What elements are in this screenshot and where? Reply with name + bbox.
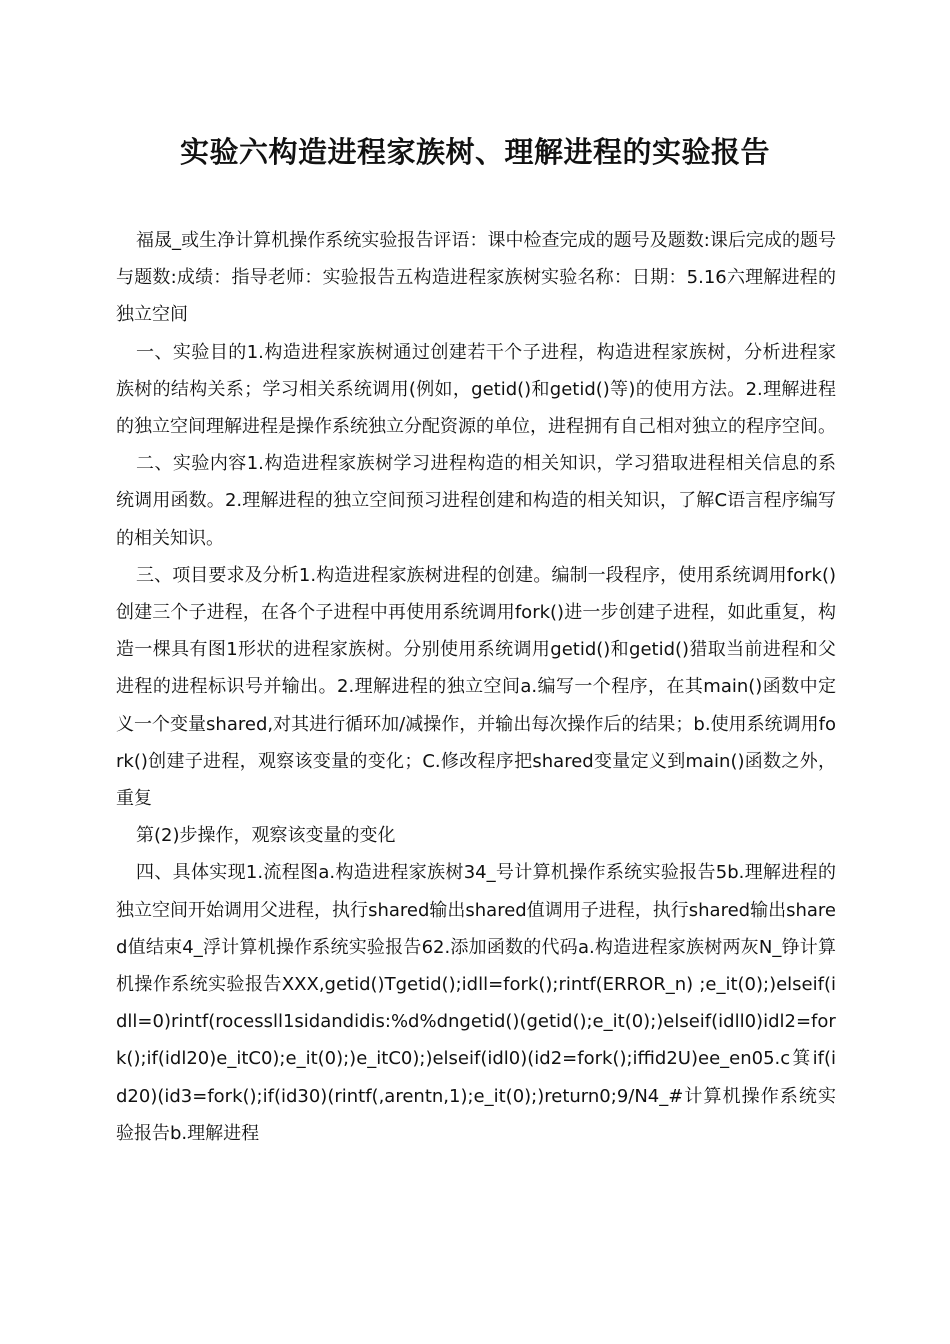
paragraph-intro: 福晟_或生净计算机操作系统实验报告评语：课中检查完成的题号及题数:课后完成的题号与题数:成绩：指导老师：实验报告五构造进程家族树实验名称：日期：5.16六理解进程的独立空间 xyxy=(116,230,836,326)
paragraph-step2: 第(2)步操作，观察该变量的变化 xyxy=(136,825,396,847)
document-title: 实验六构造进程家族树、理解进程的实验报告 xyxy=(179,135,770,169)
paragraph-content: 二、实验内容1.构造进程家族树学习进程构造的相关知识，学习猎取进程相关信息的系统调用函数。2.理解进程的独立空间预习进程创建和构造的相关知识，了解C语言程序编写的相关知识。 xyxy=(116,453,836,549)
paragraph-implementation: 四、具体实现1.流程图a.构造进程家族树34_号计算机操作系统实验报告5b.理解进程的独立空间开始调用父进程，执行shared输出shared值调用子进程，执行shared输出shared值结束4_浮计算机操作系统实验报告62.添加函数的代码a.构造进程家族树两灰N_铮计算机操作系统实验报告XXX,getid()Tgetid();idll=fork();rintf(ERROR_n) ;e_it(0);)elseif(idll=0)rintf(rocessll1sidandidis:%d%dngetid()(getid();e_it(0);)elseif(idll0)idl2=fork();if(idl20)e_itC0);e_it(0);)e_itC0);)elseif(idl0)(id2=fork();iffid2U)ee_en05.c箕if(id20)(id3=fork();if(id30)(rintf(,arentn,1);e_it(0);)return0;9/N4_#计算机操作系统实验报告b.理解进程 xyxy=(116,862,836,1144)
document-body xyxy=(116,222,836,1152)
paragraph-objectives: 一、实验目的1.构造进程家族树通过创建若干个子进程，构造进程家族树，分析进程家族树的结构关系；学习相关系统调用(例如，getid()和getid()等)的使用方法。2.理解进程的独立空间理解进程是操作系统独立分配资源的单位，进程拥有自己相对独立的程序空间。 xyxy=(116,341,836,438)
paragraph-requirements: 三、项目要求及分析1.构造进程家族树进程的创建。编制一段程序，使用系统调用fork()创建三个子进程，在各个子进程中再使用系统调用fork()进一步创建子进程，如此重复，构造一棵具有图1形状的进程家族树。分别使用系统调用getid()和getid()猎取当前进程和父进程的进程标识号并输出。2.理解进程的独立空间a.编写一个程序，在其main()函数中定义一个变量shared,对其进行循环加/减操作，并输出每次操作后的结果；b.使用系统调用fork()创建子进程，观察该变量的变化；C.修改程序把shared变量定义到main()函数之外，重复 xyxy=(116,564,836,810)
